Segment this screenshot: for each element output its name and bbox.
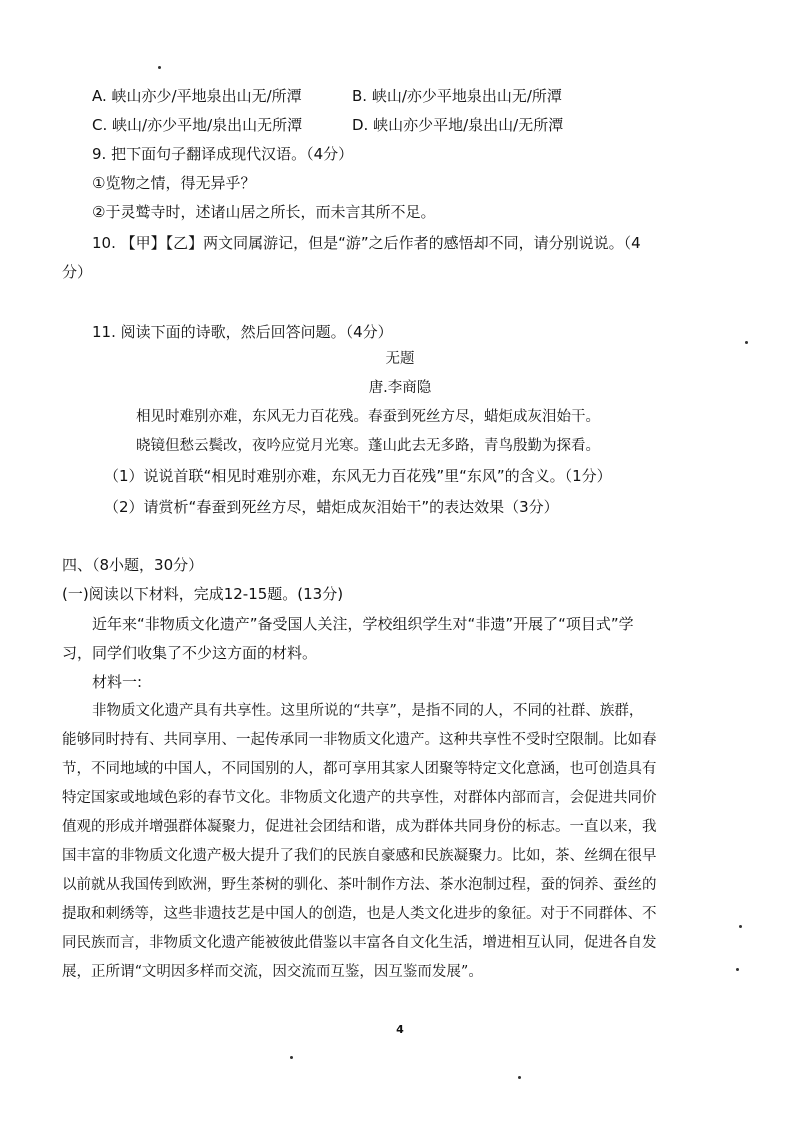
material-line: 节，不同地域的中国人，不同国别的人，都可享用其家人团聚等特定文化意涵，也可创造具有 [62,761,657,777]
material-line: 国丰富的非物质文化遗产极大提升了我们的民族自豪感和民族凝聚力。比如，茶、丝绸在很早 [62,848,657,864]
section-4-intro-line-2: 习，同学们收集了不少这方面的材料。 [62,644,318,662]
material-line: 展，正所谓“文明因多样而交流，因交流而互鉴，因互鉴而发展”。 [62,964,483,980]
scan-speck [518,1076,521,1079]
q8-option-a: A. 峡山亦少/平地泉出山无/所潭 [92,87,302,105]
q8-options-row-1 [92,86,612,106]
material-line: 非物质文化遗产具有共享性。这里所说的“共享”，是指不同的人，不同的社群、族群， [92,703,644,719]
poem-title: 无题 [385,351,415,367]
poem-line-1: 相见时难别亦难，东风无力百花残。春蚕到死丝方尽，蜡炬成灰泪始干。 [136,409,600,425]
scan-speck [290,1056,293,1059]
poem-line-2: 晓镜但愁云鬓改，夜吟应觉月光寒。蓬山此去无多路，青鸟殷勤为探看。 [136,438,600,454]
material-label: 材料一: [92,673,143,691]
page-number: 4 [396,1023,404,1036]
q8-option-d: D. 峡山亦少平地/泉出山/无所潭 [352,116,564,134]
section-4-subheading: (一)阅读以下材料，完成12-15题。(13分) [62,585,344,603]
material-line: 同民族而言，非物质文化遗产能被彼此借鉴以丰富各自文化生活，增进相互认同，促进各自发 [62,935,657,951]
section-4-heading: 四、（8小题，30分） [62,556,204,574]
q9-sentence-2: ②于灵鹫寺时，述诸山居之所长，而未言其所不足。 [92,203,436,221]
q11-subquestion-1: （1）说说首联“相见时难别亦难，东风无力百花残”里“东风”的含义。（1分） [104,467,612,485]
material-line: 能够同时持有、共同享用、一起传承同一非物质文化遗产。这种共享性不受时空限制。比如春 [62,732,657,748]
q8-option-b: B. 峡山/亦少平地泉出山无/所潭 [352,87,562,105]
scan-speck [158,66,161,69]
poem-author: 唐.李商隐 [368,380,432,396]
q10-line-2: 分） [62,263,93,281]
material-line: 提取和刺绣等，这些非遗技艺是中国人的创造，也是人类文化进步的象征。对于不同群体、不 [62,906,657,922]
q8-options-row-2 [92,115,612,135]
section-4-intro-line-1: 近年来“非物质文化遗产”备受国人关注，学校组织学生对“非遗”开展了“项目式”学 [92,615,634,633]
scan-speck [736,968,739,971]
q11-subquestion-2: （2）请赏析“春蚕到死丝方尽，蜡炬成灰泪始干”的表达效果（3分） [104,498,559,516]
material-line: 以前就从我国传到欧洲，野生茶树的驯化、茶叶制作方法、茶水泡制过程，蚕的饲养、蚕丝的 [62,877,657,893]
scan-speck [745,341,748,344]
material-line: 特定国家或地域色彩的春节文化。非物质文化遗产的共享性，对群体内部而言，会促进共同价 [62,790,657,806]
q9-sentence-1: ①览物之情，得无异乎？ [92,174,256,192]
q8-option-c: C. 峡山/亦少平地/泉出山无所潭 [92,116,303,134]
material-line: 值观的形成并增强群体凝聚力，促进社会团结和谐，成为群体共同身份的标志。一直以来，我 [62,819,657,835]
q11-title: 11. 阅读下面的诗歌，然后回答问题。（4分） [92,323,393,341]
q10-line-1: 10. 【甲】【乙】两文同属游记，但是“游”之后作者的感悟却不同，请分别说说。（4 [92,234,641,252]
q9-title: 9. 把下面句子翻译成现代汉语。（4分） [92,145,354,163]
scan-speck [739,925,742,928]
